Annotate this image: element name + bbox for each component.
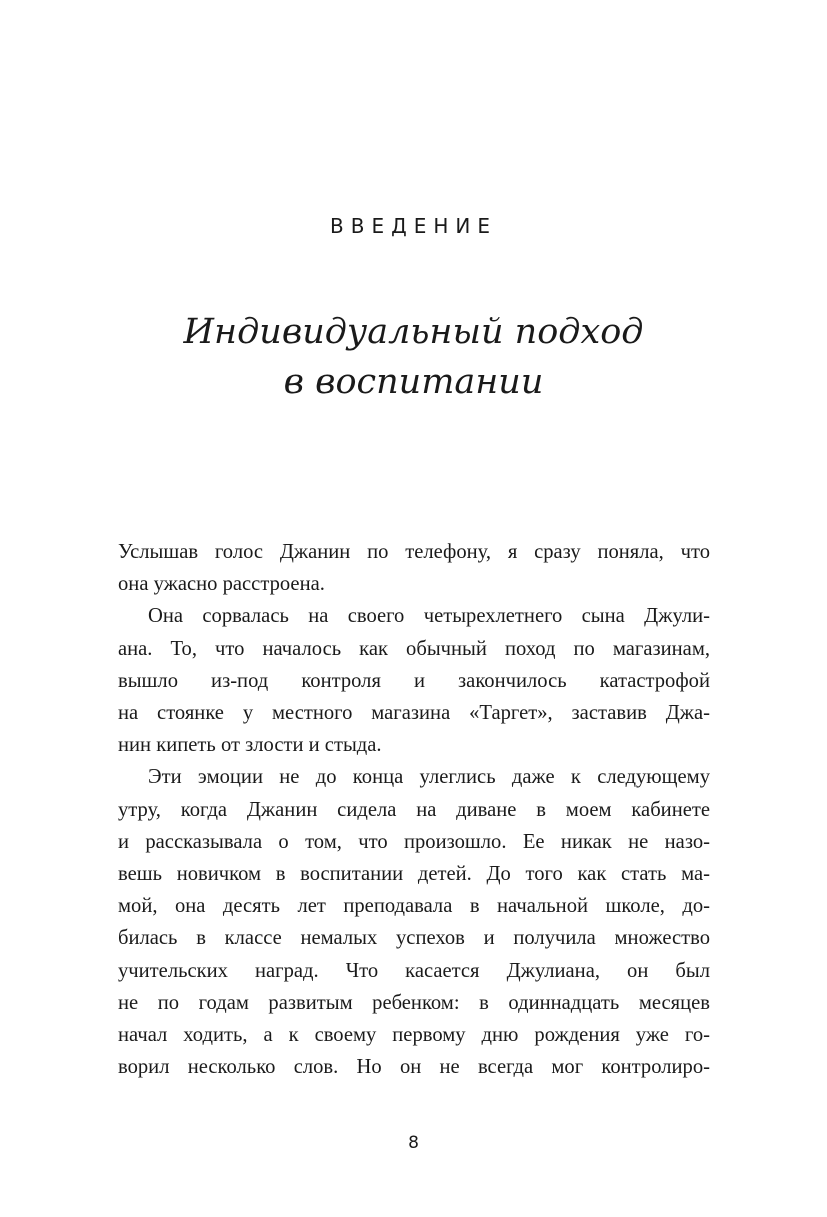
text-line: вешь новичком в воспитании детей. До того как стать ма-: [118, 863, 710, 886]
text-line: на стоянке у местного магазина «Таргет», заставив Джа-: [118, 702, 710, 725]
section-label: ВВЕДЕНИЕ: [330, 214, 497, 238]
body-text: [118, 536, 710, 1083]
chapter-title: [0, 307, 827, 407]
text-line: билась в классе немалых успехов и получила множество: [118, 927, 710, 950]
text-line: Она сорвалась на своего четырехлетнего сына Джули-: [148, 605, 710, 628]
text-line: учительских наград. Что касается Джулиана, он был: [118, 959, 710, 982]
text-line: и рассказывала о том, что произошло. Ее никак не назо-: [118, 830, 710, 853]
text-line: начал ходить, а к своему первому дню рождения уже го-: [118, 1024, 710, 1047]
paragraph-1: [118, 536, 710, 600]
chapter-title-line-2: в воспитании: [283, 362, 544, 402]
text-line: Эти эмоции не до конца улеглись даже к следующему: [148, 766, 710, 789]
text-line: вышло из-под контроля и закончилось катастрофой: [118, 669, 710, 692]
paragraph-2: [118, 600, 710, 761]
paragraph-3: [118, 761, 710, 1083]
text-line: утру, когда Джанин сидела на диване в моем кабинете: [118, 798, 710, 821]
chapter-title-line-1: Индивидуальный подход: [183, 312, 644, 352]
text-line: мой, она десять лет преподавала в начальной школе, до-: [118, 895, 710, 918]
page-number: 8: [408, 1133, 419, 1153]
text-line: ворил несколько слов. Но он не всегда мог контролиро-: [118, 1056, 710, 1079]
text-line: не по годам развитым ребенком: в одиннадцать месяцев: [118, 991, 710, 1014]
text-line: нин кипеть от злости и стыда.: [118, 734, 382, 757]
text-line: Услышав голос Джанин по телефону, я сразу поняла, что: [118, 541, 710, 563]
text-line: ана. То, что началось как обычный поход по магазинам,: [118, 637, 710, 660]
text-line: она ужасно расстроена.: [118, 573, 325, 596]
